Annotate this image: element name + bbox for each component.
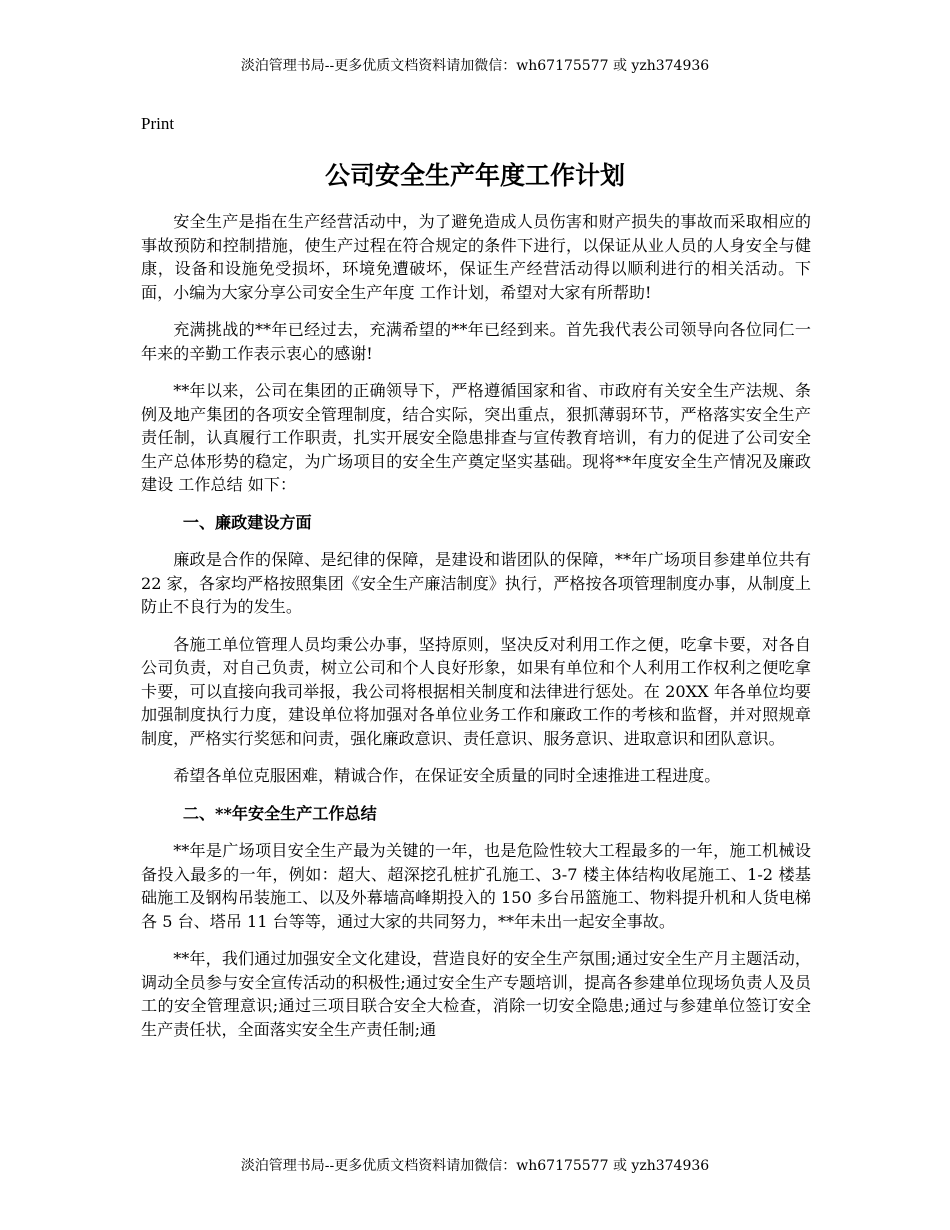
paragraph-integrity-3: 希望各单位克服困难，精诚合作，在保证安全质量的同时全速推进工程进度。 — [173, 766, 721, 785]
page-header: 淡泊管理书局--更多优质文档资料请加微信：wh67175577 或 yzh374936 — [240, 58, 710, 74]
paragraph-overview: **年以来，公司在集团的正确领导下，严格遵循国家和省、市政府有关安全生产法规、条例及地产集团的各项安全管理制度，结合实际，突出重点，狠抓薄弱环节，严格落实安全生产责任制，认真履行工作职责，扎实开展安全隐患排查与宣传教育培训，有力的促进了公司安全生产总体形势的稳定，为广场项目的安全生产奠定坚实基础。现将**年度安全生产情况及廉政建设 工作总结 如下： — [141, 381, 811, 494]
paragraph-greeting: 充满挑战的**年已经过去，充满希望的**年已经到来。首先我代表公司领导向各位同仁一年来的辛勤工作表示衷心的感谢! — [141, 320, 811, 363]
paragraph-safety-2: **年，我们通过加强安全文化建设，营造良好的安全生产氛围;通过安全生产月主题活动，调动全员参与安全宣传活动的积极性;通过安全生产专题培训，提高各参建单位现场负责人及员工的安全管理意识;通过三项目联合安全大检查，消除一切安全隐患;通过与参建单位签订安全生产责任状，全面落实安全生产责任制;通 — [141, 949, 811, 1039]
paragraph-integrity-2: 各施工单位管理人员均秉公办事，坚持原则，坚决反对利用工作之便，吃拿卡要，对各自公司负责，对自己负责，树立公司和个人良好形象，如果有单位和个人利用工作权利之便吃拿卡要，可以直接向我司举报，我公司将根据相关制度和法律进行惩处。在 20XX 年各单位均要加强制度执行力度，建设单位将加强对各单位业务工作和廉政工作的考核和监督，并对照规章制度，严格实行奖惩和问责，强化廉政意识、责任意识、服务意识、进取意识和团队意识。 — [141, 634, 811, 748]
page-footer: 淡泊管理书局--更多优质文档资料请加微信：wh67175577 或 yzh374936 — [240, 1158, 710, 1174]
paragraph-safety-1: **年是广场项目安全生产最为关键的一年，也是危险性较大工程最多的一年，施工机械设备投入最多的一年，例如：超大、超深挖孔桩扩孔施工、3-7 楼主体结构收尾施工、1-2 楼基础施工及钢构吊装施工、以及外幕墙高峰期投入的 150 多台吊篮施工、物料提升机和人货电梯各 5 台、塔吊 11 台等等，通过大家的共同努力，**年未出一起安全事故。 — [141, 841, 811, 931]
section-heading-1: 一、廉政建设方面 — [182, 512, 312, 532]
section-heading-2: 二、**年安全生产工作总结 — [182, 803, 377, 823]
print-label: Print — [141, 114, 175, 133]
paragraph-intro: 安全生产是指在生产经营活动中，为了避免造成人员伤害和财产损失的事故而采取相应的事故预防和控制措施，使生产过程在符合规定的条件下进行，以保证从业人员的人身安全与健康，设备和设施免受损坏，环境免遭破坏，保证生产经营活动得以顺利进行的相关活动。下面，小编为大家分享公司安全生产年度 工作计划，希望对大家有所帮助! — [141, 212, 811, 302]
paragraph-integrity-1: 廉政是合作的保障、是纪律的保障，是建设和谐团队的保障，**年广场项目参建单位共有 22 家，各家均严格按照集团《安全生产廉洁制度》执行，严格按各项管理制度办事，从制度上防止不良行为的发生。 — [141, 550, 811, 616]
document-title: 公司安全生产年度工作计划 — [324, 161, 625, 190]
document-body — [141, 210, 811, 1041]
